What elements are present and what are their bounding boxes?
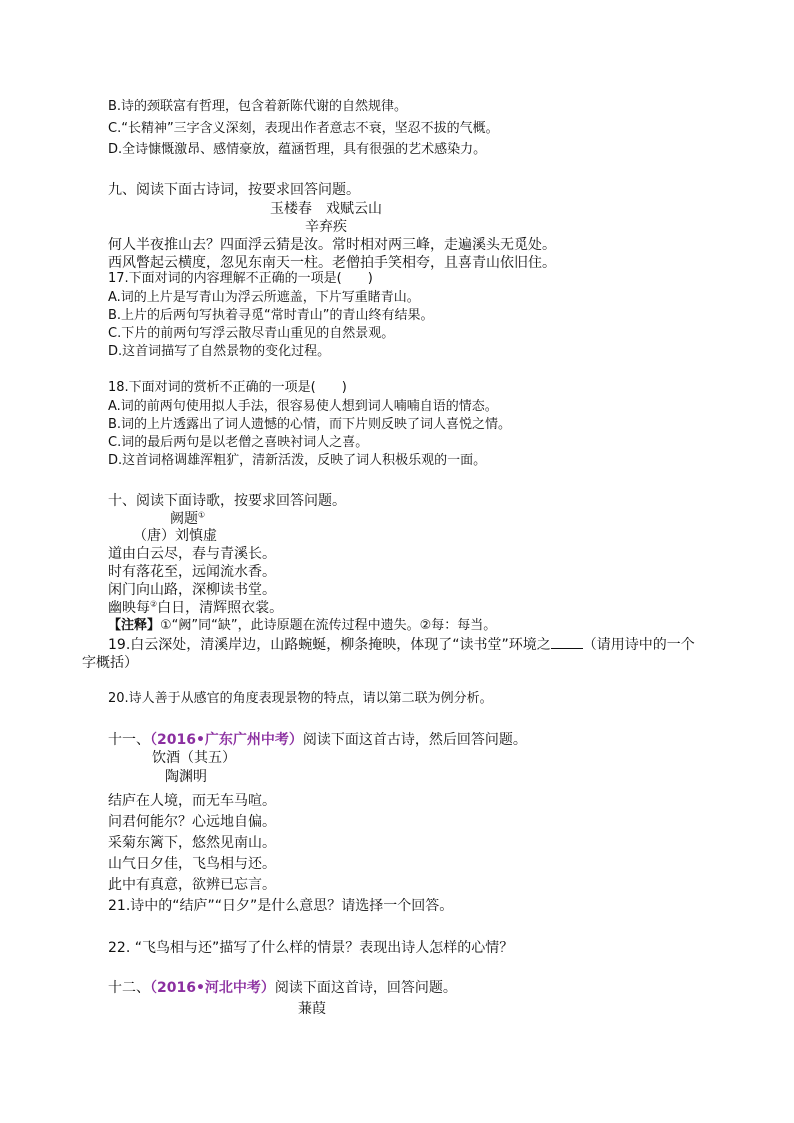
question-19-text: 19.白云深处，清溪岸边，山路蜿蜒，柳条掩映，体现了“读书堂”环境之: [108, 637, 551, 653]
option-b: B.诗的颈联富有哲理，包含着新陈代谢的自然规律。: [108, 99, 408, 114]
q18-option-a: A.词的前两句使用拟人手法，很容易使人想到词人喃喃自语的情态。: [108, 399, 498, 414]
poem-title: 饮酒（其五）: [152, 750, 236, 766]
annotation: [108, 617, 496, 635]
poem-line: 闲门向山路，深柳读书堂。: [108, 582, 276, 598]
poem-line-part: 幽映每: [108, 600, 150, 616]
footnote-marker: ①: [198, 510, 206, 520]
footnote-marker: ②: [150, 599, 158, 609]
q17-option-c: C.下片的前两句写浮云散尽青山重见的自然景观。: [108, 326, 395, 341]
poem-line: 道由白云尽，春与青溪长。: [108, 546, 276, 562]
poem-author: 辛弃疾: [305, 219, 347, 235]
section-number: 十一、: [108, 732, 150, 748]
q17-option-b: B.上片的后两句写执着寻觅“常时青山”的青山终有结果。: [108, 308, 434, 323]
poem-line: [108, 599, 283, 617]
poem-title: 蒹葭: [298, 1001, 326, 1017]
poem-line: 此中有真意，欲辨已忘言。: [108, 877, 276, 893]
section-9-heading: 九、阅读下面古诗词，按要求回答问题。: [108, 182, 360, 198]
poem-line: 西风瞥起云横度，忽见东南天一柱。老僧拍手笑相夸，且喜青山依旧住。: [108, 255, 556, 271]
source-tag: （2016•广东广州中考）: [150, 732, 303, 748]
poem-line: 何人半夜推山去？四面浮云猜是汝。常时相对两三峰，走遍溪头无觅处。: [108, 237, 556, 253]
section-11-heading: [108, 731, 527, 749]
q17-option-d: D.这首词描写了自然景物的变化过程。: [108, 344, 331, 359]
poem-line: 时有落花至，远闻流水香。: [108, 564, 276, 580]
question-18: 18.下面对词的赏析不正确的一项是( ): [108, 380, 347, 395]
q17-option-a: A.词的上片是写青山为浮云所遮盖，下片写重睹青山。: [108, 290, 420, 305]
q18-option-b: B.词的上片透露出了词人遗憾的心情，而下片则反映了词人喜悦之情。: [108, 417, 512, 432]
poem-title: [170, 510, 205, 528]
annotation-text: ①“阙”同“缺”，此诗原题在流传过程中遗失。②每：每当。: [160, 618, 497, 633]
poem-title-text: 阙题: [170, 511, 198, 527]
q18-option-d: D.这首词格调雄浑粗犷，清新活泼，反映了词人积极乐观的一面。: [108, 453, 487, 468]
source-tag: （2016•河北中考）: [150, 980, 275, 996]
q18-option-c: C.词的最后两句是以老僧之喜映衬词人之喜。: [108, 435, 369, 450]
poem-author: 陶渊明: [165, 769, 207, 785]
option-c: C.“长精神”三字含义深刻，表现出作者意志不衰，坚忍不拔的气概。: [108, 121, 499, 136]
question-21: 21.诗中的“结庐”“日夕”是什么意思？请选择一个回答。: [108, 898, 454, 914]
section-12-heading: [108, 979, 457, 997]
question-19-hint: （请用诗中的一个: [582, 637, 695, 653]
section-instruction: 阅读下面这首古诗，然后回答问题。: [302, 732, 527, 748]
poem-line: 山气日夕佳，飞鸟相与还。: [108, 856, 276, 872]
section-instruction: 阅读下面这首诗，回答问题。: [274, 980, 457, 996]
question-20: 20.诗人善于从感官的角度表现景物的特点，请以第二联为例分析。: [108, 691, 493, 706]
annotation-label: 【注释】: [108, 618, 161, 633]
poem-line: 采菊东篱下，悠然见南山。: [108, 835, 276, 851]
poem-author: （唐）刘慎虚: [133, 528, 217, 544]
answer-blank[interactable]: [551, 636, 583, 649]
poem-line: 问君何能尔？心远地自偏。: [108, 814, 276, 830]
poem-line: 结庐在人境，而无车马喧。: [108, 793, 276, 809]
poem-line-part: 白日，清辉照衣裳。: [157, 600, 284, 616]
question-22: 22. “飞鸟相与还”描写了什么样的情景？表现出诗人怎样的心情？: [108, 940, 514, 956]
section-10-heading: 十、阅读下面诗歌，按要求回答问题。: [108, 493, 346, 509]
poem-title: 玉楼春 戏赋云山: [270, 201, 382, 217]
question-17: 17.下面对词的内容理解不正确的一项是( ): [108, 271, 373, 286]
option-d: D.全诗慷慨激昂、感情豪放，蕴涵哲理，具有很强的艺术感染力。: [108, 142, 487, 157]
question-19-continued: 字概括）: [82, 655, 138, 671]
section-number: 十二、: [108, 980, 150, 996]
question-19: [108, 636, 695, 654]
